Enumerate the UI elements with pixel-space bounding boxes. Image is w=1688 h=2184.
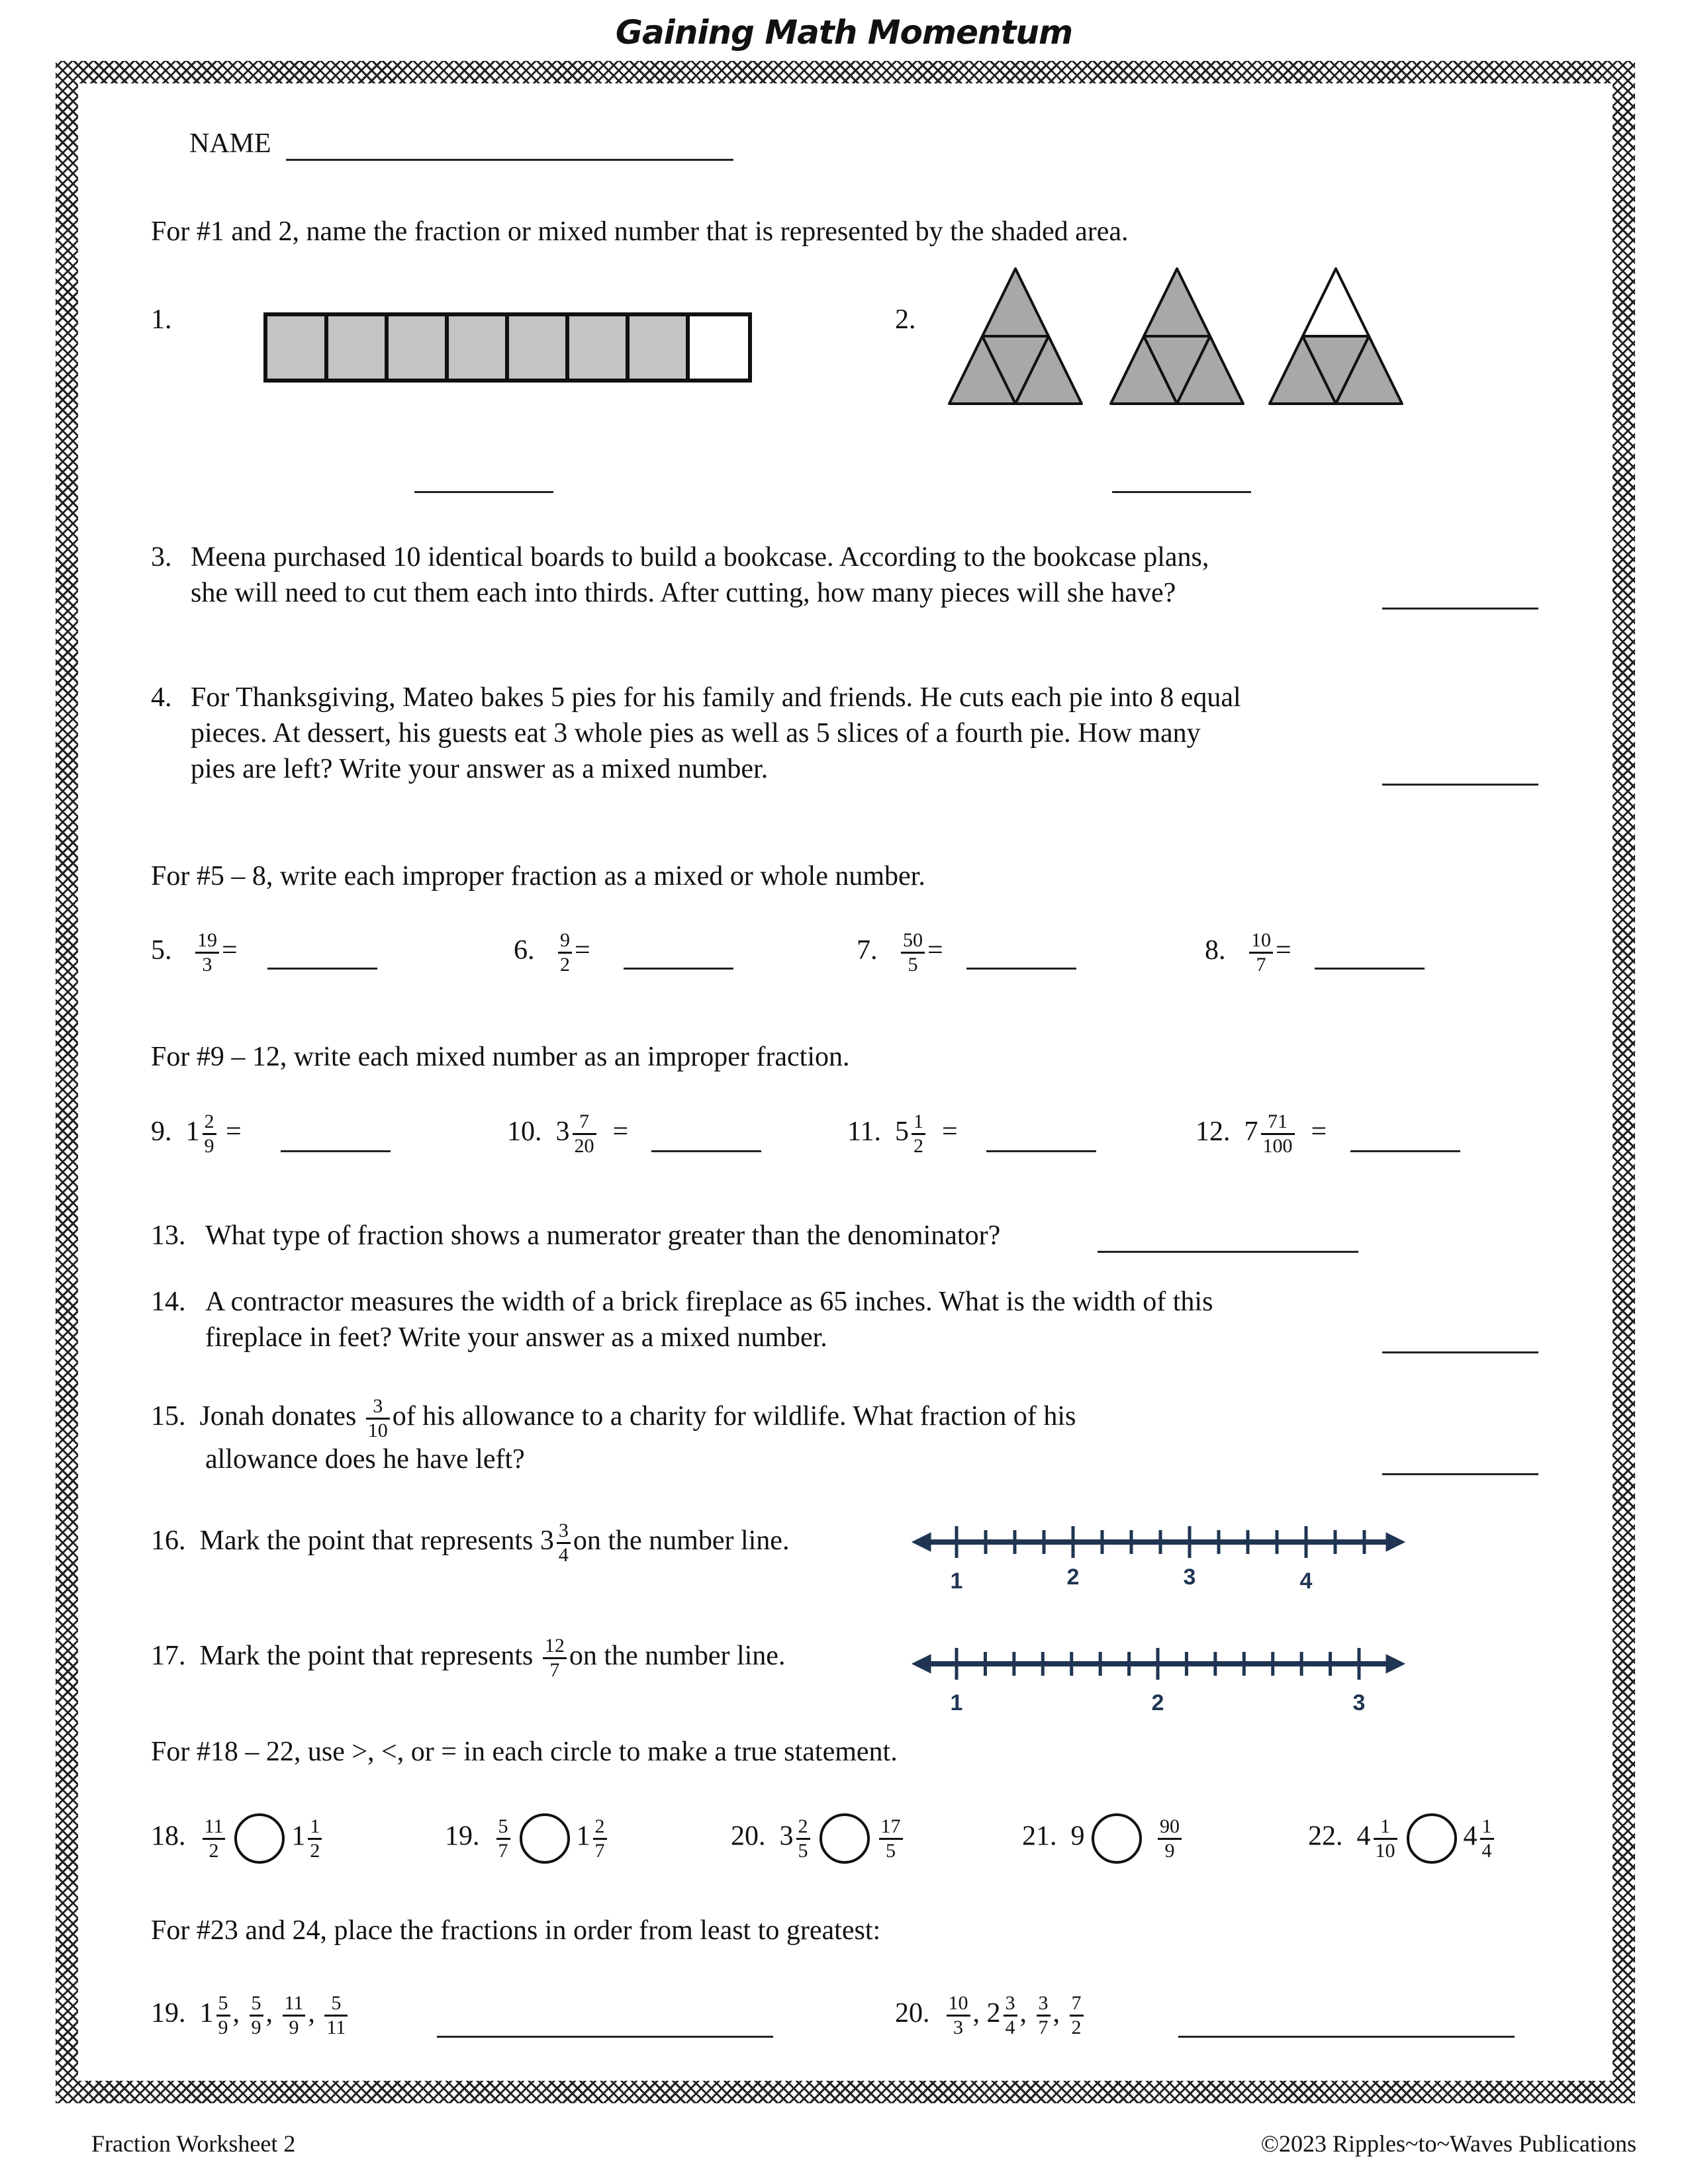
triangle-model-1 [949, 269, 1082, 404]
question-6: 6. $\frac{9}{2}$ = [514, 929, 590, 976]
compare-circle-22[interactable] [1407, 1813, 1457, 1864]
number-line-17[interactable] [911, 1637, 1406, 1717]
question-14-line-1: A contractor measures the width of a brick fireplace as 65 inches. What is the width of this [205, 1287, 1213, 1317]
question-4-line-1: For Thanksgiving, Mateo bakes 5 pies for his family and friends. He cuts each pie into 8 equal [191, 682, 1241, 713]
number-line-16-label-3: 3 [1183, 1565, 1196, 1590]
question-4-number: 4. [151, 682, 172, 713]
question-15-line-1: 15. Jonah donates $\frac{3}{10}$ of his allowance to a charity for wildlife. What fraction of his [151, 1395, 1076, 1441]
answer-line-6[interactable] [624, 968, 733, 970]
number-line-16-label-4: 4 [1299, 1569, 1313, 1594]
question-16: 16. Mark the point that represents 3 $\frac{3}{4}$ on the number line. [151, 1520, 790, 1566]
answer-line-24[interactable] [1178, 2036, 1515, 2038]
compare-circle-18[interactable] [234, 1813, 285, 1864]
answer-line-5[interactable] [267, 968, 377, 970]
question-4-line-3: pies are left? Write your answer as a mixed number. [191, 754, 769, 784]
instruction-18-22: For #18 – 22, use >, <, or = in each circle to make a true statement. [151, 1737, 898, 1767]
question-15-line-2: allowance does he have left? [205, 1444, 525, 1475]
compare-circle-19[interactable] [520, 1813, 570, 1864]
answer-line-8[interactable] [1315, 968, 1425, 970]
instruction-23-24: For #23 and 24, place the fractions in order from least to greatest: [151, 1915, 881, 1946]
number-line-17-label-3: 3 [1352, 1690, 1366, 1715]
question-10: 10. 3 $\frac{7}{20}$ = [507, 1111, 629, 1157]
question-9: 9. 1 $\frac{2}{9}$ = [151, 1111, 242, 1157]
answer-line-7[interactable] [966, 968, 1076, 970]
question-3-line-2: she will need to cut them each into thirds. After cutting, how many pieces will she have? [191, 578, 1176, 608]
question-2-number: 2. [895, 304, 916, 335]
question-5: 5. $\frac{19}{3}$ = [151, 929, 238, 976]
answer-line-4[interactable] [1382, 784, 1538, 786]
question-17: 17. Mark the point that represents $\frac{12}{7}$ on the number line. [151, 1635, 786, 1681]
answer-line-3[interactable] [1382, 608, 1538, 610]
instruction-5-8: For #5 – 8, write each improper fraction as a mixed or whole number. [151, 861, 925, 891]
number-line-17-label-1: 1 [950, 1690, 963, 1715]
answer-line-1[interactable] [414, 491, 553, 493]
bar-cell-8 [688, 314, 750, 381]
question-13-text: What type of fraction shows a numerator greater than the denominator? [205, 1220, 1001, 1251]
triangle-model-3 [1270, 269, 1402, 404]
triangle-model-2 [1111, 269, 1243, 404]
answer-line-10[interactable] [651, 1150, 761, 1152]
bar-cell-3 [387, 314, 447, 381]
question-13-number: 13. [151, 1220, 186, 1251]
name-label: NAME [189, 128, 271, 159]
answer-line-23[interactable] [437, 2036, 773, 2038]
answer-line-9[interactable] [281, 1150, 391, 1152]
question-1-number: 1. [151, 304, 172, 335]
fraction-bar-model [263, 312, 752, 383]
answer-line-11[interactable] [986, 1150, 1096, 1152]
question-19-compare: 19. $\frac{5}{7}$ 1 $\frac{2}{7}$ [445, 1813, 610, 1864]
bar-cell-7 [628, 314, 688, 381]
triangle-models [944, 265, 1415, 410]
question-3-number: 3. [151, 542, 172, 572]
instruction-1-2: For #1 and 2, name the fraction or mixed number that is represented by the shaded area. [151, 216, 1129, 247]
number-line-17-label-2: 2 [1151, 1690, 1164, 1715]
bar-cell-2 [326, 314, 387, 381]
question-18: 18. $\frac{11}{2}$ 1 $\frac{1}{2}$ [151, 1813, 324, 1864]
page-title: Gaining Math Momentum [615, 13, 1073, 52]
answer-line-2[interactable] [1112, 491, 1251, 493]
question-3-line-1: Meena purchased 10 identical boards to build a bookcase. According to the bookcase plans, [191, 542, 1209, 572]
bar-cell-5 [507, 314, 567, 381]
answer-line-13[interactable] [1098, 1251, 1358, 1253]
number-line-16[interactable] [911, 1516, 1406, 1595]
question-8: 8. $\frac{10}{7}$ = [1205, 929, 1291, 976]
answer-line-12[interactable] [1350, 1150, 1460, 1152]
question-14-line-2: fireplace in feet? Write your answer as a mixed number. [205, 1322, 827, 1353]
question-4-line-2: pieces. At dessert, his guests eat 3 whole pies as well as 5 slices of a fourth pie. How many [191, 718, 1201, 749]
name-answer-line[interactable] [286, 159, 733, 161]
question-22: 22. 4 $\frac{1}{10}$ 4 $\frac{1}{4}$ [1308, 1813, 1497, 1864]
compare-circle-20[interactable] [820, 1813, 870, 1864]
question-12: 12. 7 $\frac{71}{100}$ = [1196, 1111, 1327, 1157]
bar-cell-1 [265, 314, 326, 381]
answer-line-14[interactable] [1382, 1351, 1538, 1353]
number-line-16-label-1: 1 [950, 1569, 963, 1594]
question-7: 7. $\frac{50}{5}$ = [857, 929, 943, 976]
question-21: 21. 9 $\frac{90}{9}$ [1022, 1813, 1184, 1864]
number-line-16-label-2: 2 [1066, 1565, 1080, 1590]
footer-left: Fraction Worksheet 2 [91, 2130, 296, 2157]
question-20-compare: 20. 3 $\frac{2}{5}$ $\frac{17}{5}$ [731, 1813, 906, 1864]
footer-right: ©2023 Ripples~to~Waves Publications [1260, 2130, 1636, 2157]
instruction-9-12: For #9 – 12, write each mixed number as an improper fraction. [151, 1042, 850, 1072]
question-14-number: 14. [151, 1287, 186, 1317]
bar-cell-4 [447, 314, 507, 381]
question-24-order: 20. $\frac{10}{3}$ , 2 $\frac{3}{4}$ , $\frac{3}{7}$ , $\frac{7}{2}$ [895, 1992, 1086, 2039]
compare-circle-21[interactable] [1092, 1813, 1142, 1864]
answer-line-15[interactable] [1382, 1473, 1538, 1475]
question-11: 11. 5 $\frac{1}{2}$ = [847, 1111, 958, 1157]
bar-cell-6 [567, 314, 628, 381]
question-23-order: 19. 1 $\frac{5}{9}$ , $\frac{5}{9}$ , $\frac{11}{9}$ , $\frac{5}{11}$ [151, 1992, 350, 2039]
